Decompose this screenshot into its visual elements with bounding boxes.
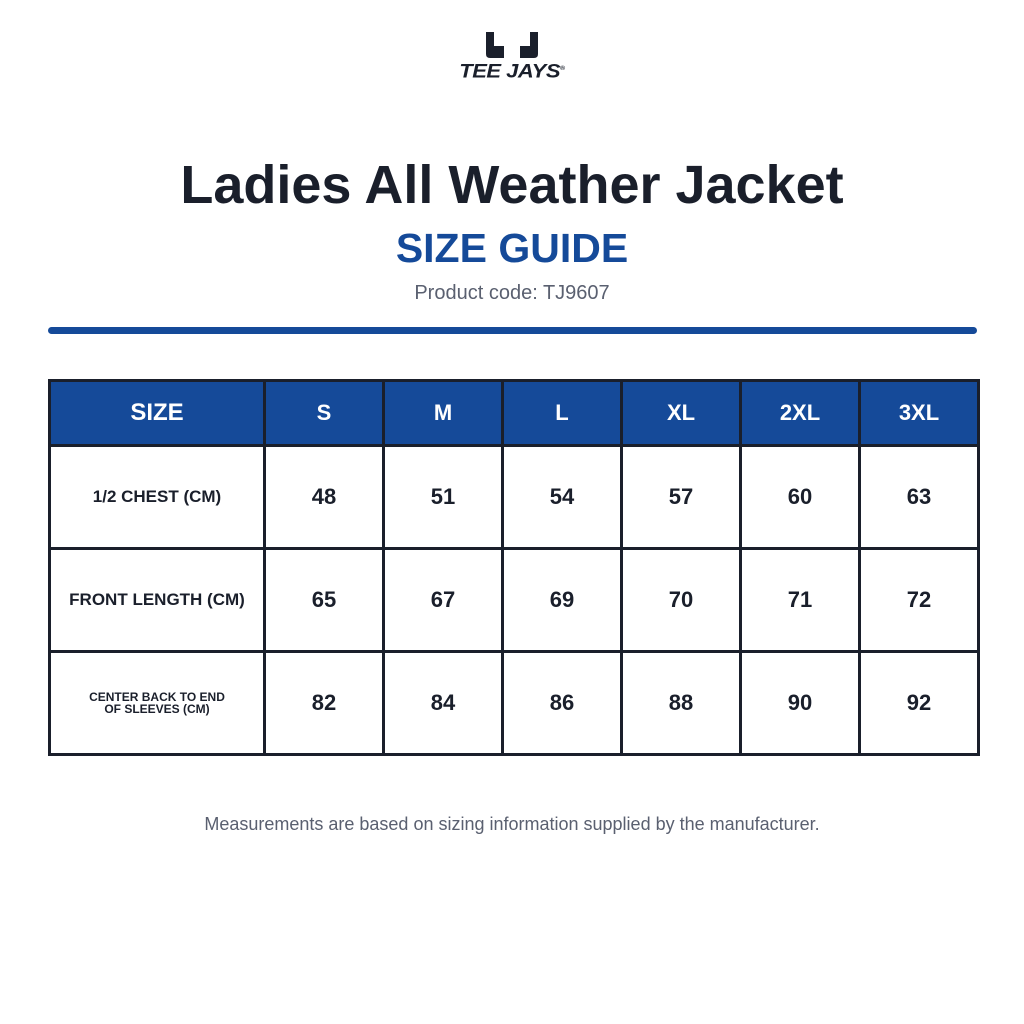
table-cell: 48 bbox=[265, 446, 384, 549]
table-cell: 63 bbox=[860, 446, 979, 549]
table-cell: 88 bbox=[622, 652, 741, 755]
table-header-row bbox=[50, 381, 979, 446]
page-title: Ladies All Weather Jacket bbox=[180, 155, 844, 215]
table-cell: 82 bbox=[265, 652, 384, 755]
header-size-xl: XL bbox=[622, 381, 741, 446]
row-label-chest: 1/2 CHEST (CM) bbox=[50, 446, 265, 549]
header-size-m: M bbox=[384, 381, 503, 446]
header-size-l: L bbox=[503, 381, 622, 446]
table-cell: 90 bbox=[741, 652, 860, 755]
header-size-s: S bbox=[265, 381, 384, 446]
table-cell: 70 bbox=[622, 549, 741, 652]
row-label-sleeve-line2: OF SLEEVES (CM) bbox=[104, 702, 210, 716]
page-subtitle: SIZE GUIDE bbox=[395, 225, 629, 271]
product-code: Product code: TJ9607 bbox=[414, 282, 610, 304]
table-row bbox=[50, 446, 979, 549]
table-cell: 51 bbox=[384, 446, 503, 549]
table-cell: 71 bbox=[741, 549, 860, 652]
table-cell: 86 bbox=[503, 652, 622, 755]
table-cell: 84 bbox=[384, 652, 503, 755]
row-label-sleeve-line1: CENTER BACK TO END bbox=[89, 690, 225, 704]
header-size-label: SIZE bbox=[50, 381, 265, 446]
table-cell: 54 bbox=[503, 446, 622, 549]
brand-logo bbox=[450, 32, 574, 82]
table-cell: 69 bbox=[503, 549, 622, 652]
header-size-2xl: 2XL bbox=[741, 381, 860, 446]
tee-jays-logo-icon bbox=[486, 32, 538, 58]
row-label-front-length: FRONT LENGTH (CM) bbox=[50, 549, 265, 652]
table-row bbox=[50, 652, 979, 755]
registered-mark: ® bbox=[560, 65, 565, 72]
table-cell: 60 bbox=[741, 446, 860, 549]
divider bbox=[48, 327, 977, 334]
header-size-3xl: 3XL bbox=[860, 381, 979, 446]
table-cell: 92 bbox=[860, 652, 979, 755]
row-label-sleeve bbox=[50, 652, 265, 755]
size-table bbox=[48, 379, 980, 756]
table-cell: 67 bbox=[384, 549, 503, 652]
table-cell: 72 bbox=[860, 549, 979, 652]
table-cell: 57 bbox=[622, 446, 741, 549]
brand-wordmark bbox=[450, 59, 574, 82]
brand-name: TEE JAYS bbox=[459, 59, 561, 82]
table-cell: 65 bbox=[265, 549, 384, 652]
table-row bbox=[50, 549, 979, 652]
footnote: Measurements are based on sizing information supplied by the manufacturer. bbox=[204, 814, 820, 834]
